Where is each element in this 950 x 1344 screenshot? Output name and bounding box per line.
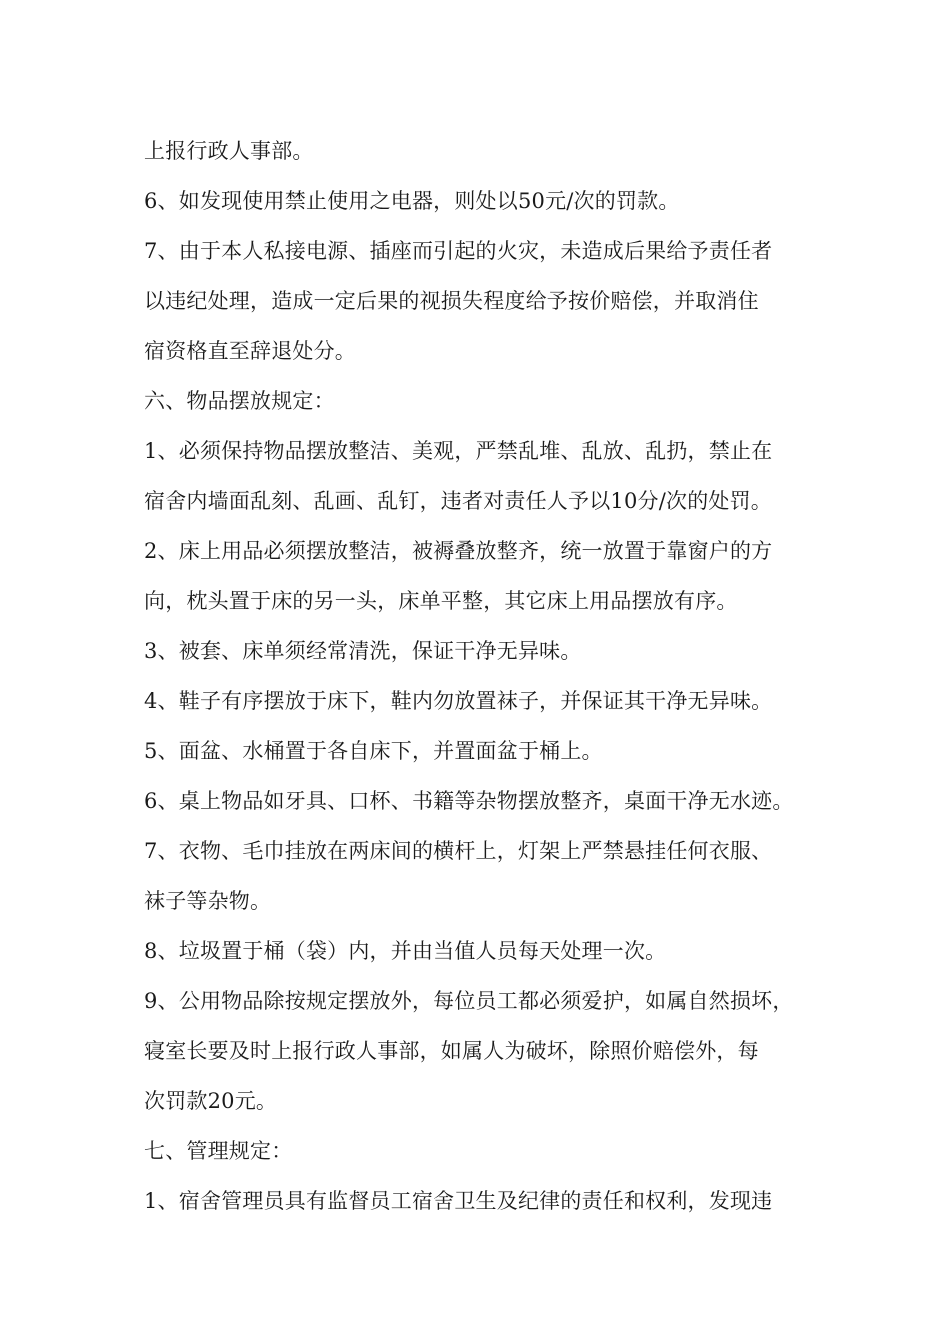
text-line: 9、公用物品除按规定摆放外，每位员工都必须爱护，如属自然损坏， xyxy=(144,989,794,1013)
text-line: 袜子等杂物。 xyxy=(144,889,272,913)
section-heading: 六、物品摆放规定： xyxy=(144,389,335,413)
text-line: 7、衣物、毛巾挂放在两床间的横杆上，灯架上严禁悬挂任何衣服、 xyxy=(144,839,773,863)
text-line: 6、如发现使用禁止使用之电器，则处以50元/次的罚款。 xyxy=(144,189,680,213)
text-line: 7、由于本人私接电源、插座而引起的火灾，未造成后果给予责任者 xyxy=(144,239,773,263)
text-line: 2、床上用品必须摆放整洁，被褥叠放整齐，统一放置于靠窗户的方 xyxy=(144,539,773,563)
section-heading: 七、管理规定： xyxy=(144,1139,293,1163)
text-line: 向，枕头置于床的另一头，床单平整，其它床上用品摆放有序。 xyxy=(144,589,738,613)
text-line: 8、垃圾置于桶（袋）内，并由当值人员每天处理一次。 xyxy=(144,939,667,963)
text-line: 次罚款20元。 xyxy=(144,1089,278,1113)
text-line: 5、面盆、水桶置于各自床下，并置面盆于桶上。 xyxy=(144,739,603,763)
text-line: 上报行政人事部。 xyxy=(144,139,314,163)
text-line: 4、鞋子有序摆放于床下，鞋内勿放置袜子，并保证其干净无异味。 xyxy=(144,689,773,713)
text-line: 3、被套、床单须经常清洗，保证干净无异味。 xyxy=(144,639,582,663)
text-line: 1、必须保持物品摆放整洁、美观，严禁乱堆、乱放、乱扔，禁止在 xyxy=(144,439,773,463)
text-line: 寝室长要及时上报行政人事部，如属人为破坏，除照价赔偿外，每 xyxy=(144,1039,759,1063)
text-line: 6、桌上物品如牙具、口杯、书籍等杂物摆放整齐，桌面干净无水迹。 xyxy=(144,789,794,813)
text-line: 宿资格直至辞退处分。 xyxy=(144,339,356,363)
text-line: 宿舍内墙面乱刻、乱画、乱钉，违者对责任人予以10分/次的处罚。 xyxy=(144,489,772,513)
text-line: 1、宿舍管理员具有监督员工宿舍卫生及纪律的责任和权利，发现违 xyxy=(144,1189,773,1213)
text-line: 以违纪处理，造成一定后果的视损失程度给予按价赔偿，并取消住 xyxy=(144,289,759,313)
